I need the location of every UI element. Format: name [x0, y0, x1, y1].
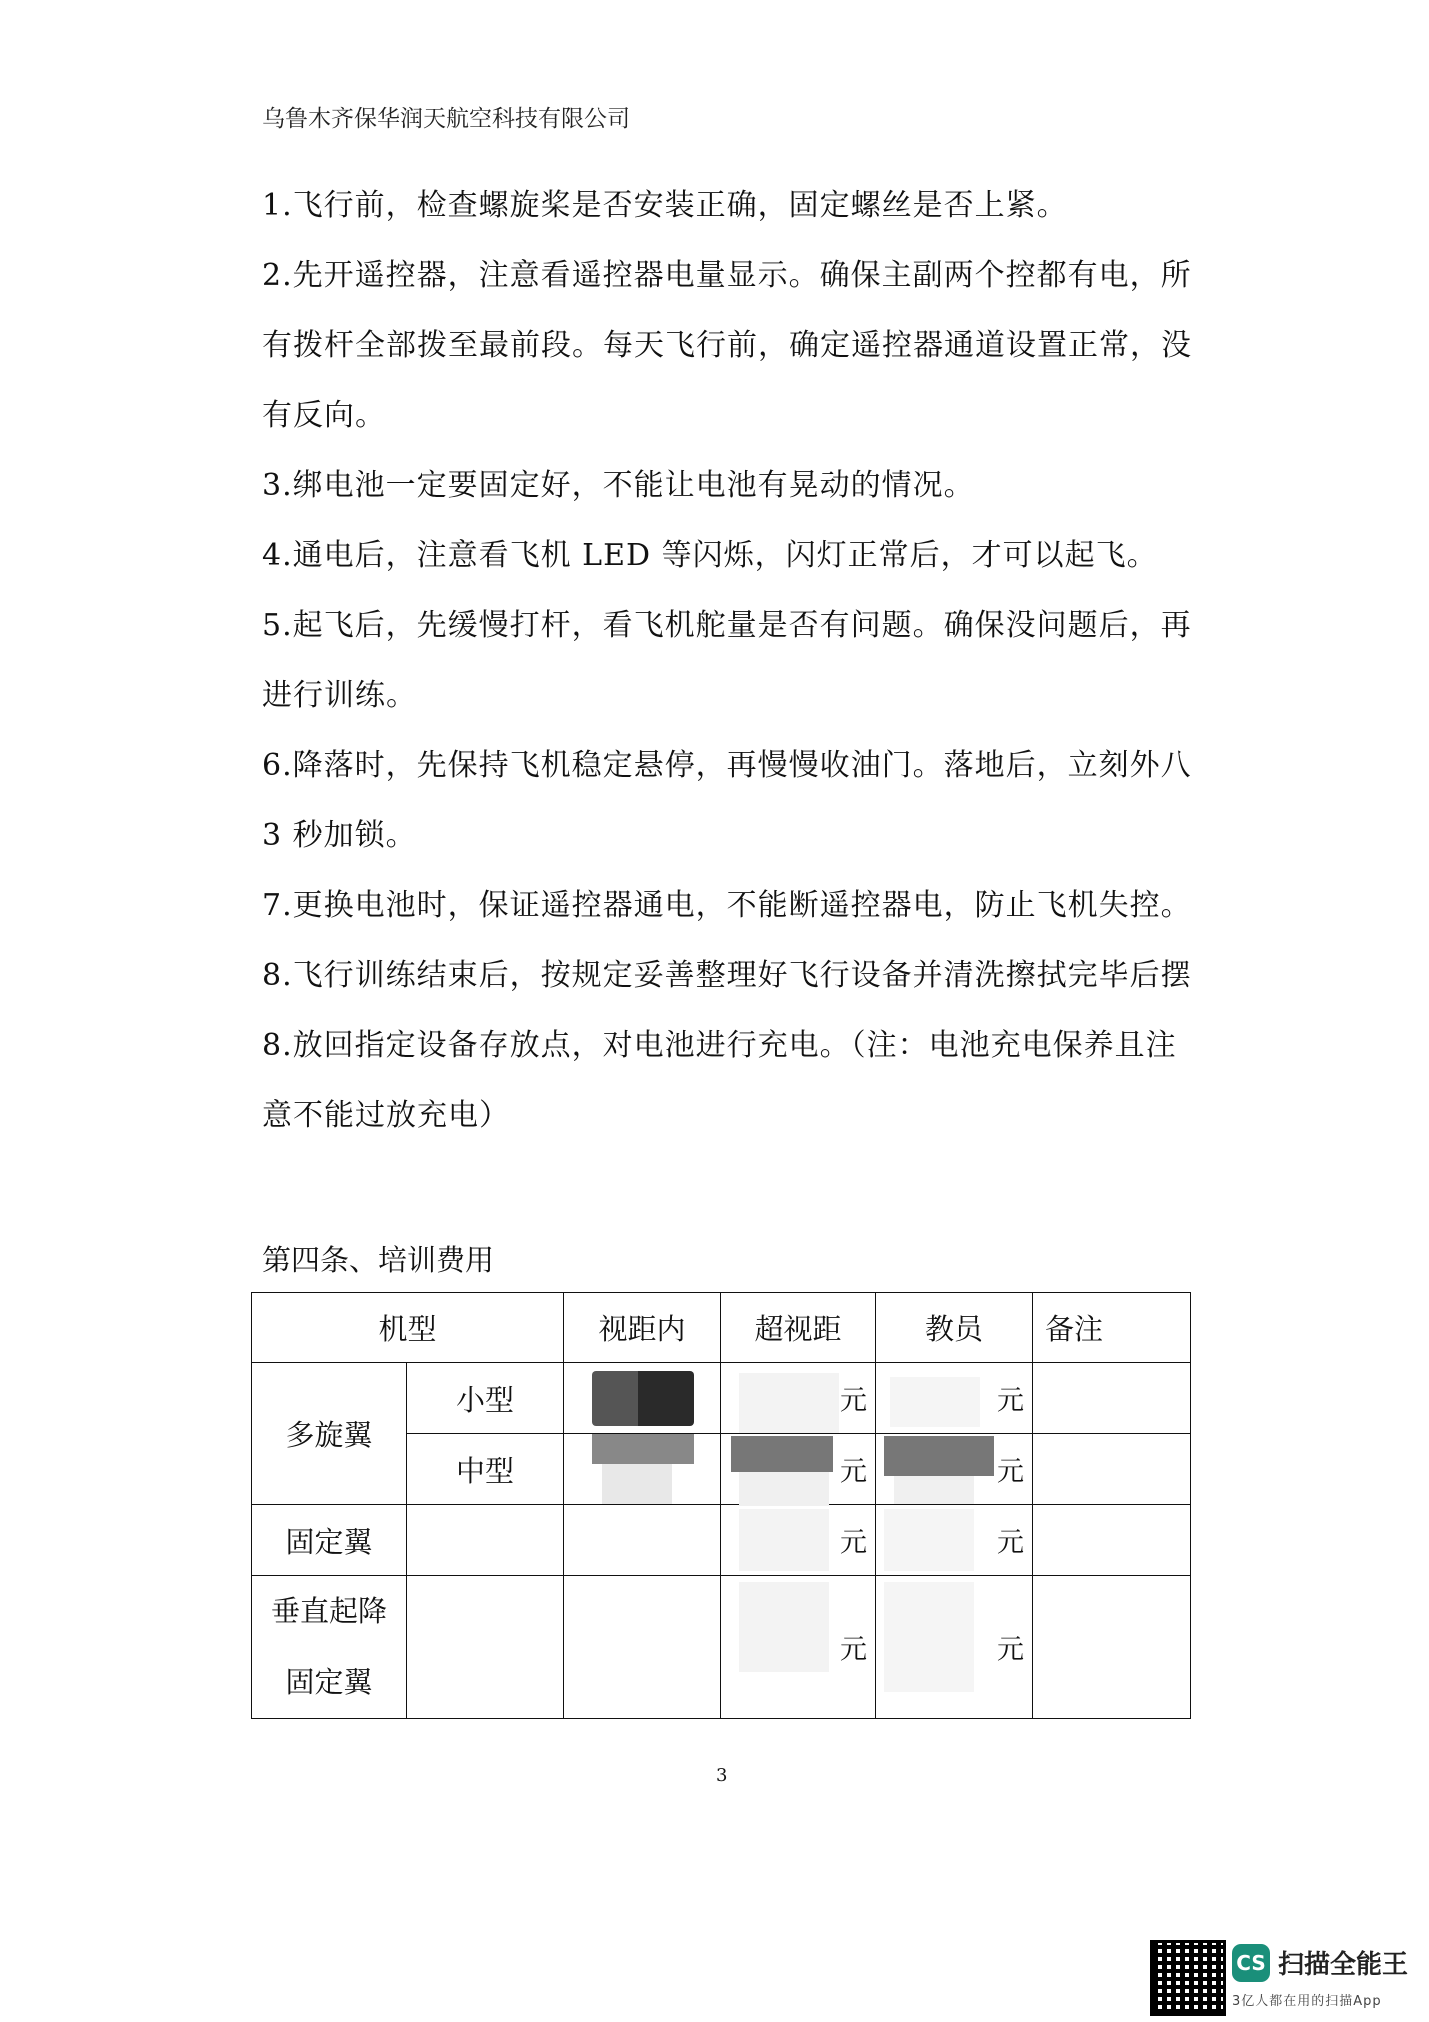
header-note: 备注 [1033, 1293, 1191, 1363]
header-instructor: 教员 [876, 1293, 1033, 1363]
header-model: 机型 [252, 1293, 564, 1363]
redaction-block [894, 1476, 974, 1504]
cell-instructor-vtol [876, 1576, 1033, 1719]
rule-line: 有拨杆全部拨至最前段。每天飞行前，确定遥控器通道设置正常，没 [262, 328, 1192, 363]
cell-vlos-medium [564, 1434, 721, 1505]
rule-line: 3 秒加锁。 [262, 818, 417, 853]
rule-line: 8.飞行训练结束后，按规定妥善整理好飞行设备并清洗擦拭完毕后摆 [262, 958, 1192, 993]
redaction-block [592, 1434, 694, 1464]
qr-code-icon [1150, 1940, 1226, 2016]
currency-unit: 元 [997, 1634, 1025, 1666]
redaction-block [884, 1582, 974, 1692]
cell-vtol [252, 1576, 407, 1719]
redaction-block [884, 1436, 994, 1476]
rule-line: 2.先开遥控器，注意看遥控器电量显示。确保主副两个控都有电，所 [262, 258, 1192, 293]
cell-bvlos-fixed [721, 1505, 876, 1576]
rule-line: 6.降落时，先保持飞机稳定悬停，再慢慢收油门。落地后，立刻外八 [262, 748, 1192, 783]
redaction-block [739, 1582, 829, 1672]
rule-line: 有反向。 [262, 398, 386, 433]
page-number: 3 [716, 1765, 728, 1786]
rule-line: 3.绑电池一定要固定好，不能让电池有晃动的情况。 [262, 468, 975, 503]
currency-unit: 元 [840, 1456, 868, 1488]
watermark-brand: 扫描全能王 [1278, 1950, 1409, 1980]
header-vlos: 视距内 [564, 1293, 721, 1363]
vtol-line: 垂直起降 [270, 1594, 387, 1628]
cell-instructor-medium [876, 1434, 1033, 1505]
redaction-block [739, 1472, 829, 1506]
cell-note [1033, 1576, 1191, 1719]
currency-unit: 元 [997, 1527, 1025, 1559]
cell-small: 小型 [407, 1363, 564, 1434]
table-row [252, 1576, 1191, 1719]
cell-fixed-wing: 固定翼 [252, 1505, 407, 1576]
redaction-block [731, 1436, 833, 1472]
cell-empty [407, 1505, 564, 1576]
redaction-block [890, 1377, 980, 1427]
currency-unit: 元 [840, 1527, 868, 1559]
redaction-block [739, 1373, 839, 1433]
redaction-block [884, 1509, 974, 1571]
cell-instructor-small [876, 1363, 1033, 1434]
company-header: 乌鲁木齐保华润天航空科技有限公司 [262, 106, 630, 132]
rule-line: 5.起飞后，先缓慢打杆，看飞机舵量是否有问题。确保没问题后，再 [262, 608, 1192, 643]
cell-vlos-small [564, 1363, 721, 1434]
cell-bvlos-vtol [721, 1576, 876, 1719]
camscanner-logo-icon: CS [1232, 1944, 1270, 1982]
cell-bvlos-medium [721, 1434, 876, 1505]
fee-table [251, 1292, 1191, 1719]
redaction-block [739, 1509, 829, 1571]
currency-unit: 元 [997, 1385, 1025, 1417]
rule-line: 4.通电后，注意看飞机 LED 等闪烁，闪灯正常后，才可以起飞。 [262, 538, 1158, 573]
table-row [252, 1505, 1191, 1576]
table-header-row [252, 1293, 1191, 1363]
cell-note [1033, 1434, 1191, 1505]
rule-line: 意不能过放充电） [262, 1098, 510, 1133]
vtol-line: 固定翼 [285, 1665, 373, 1699]
cell-vlos-fixed [564, 1505, 721, 1576]
rule-line: 7.更换电池时，保证遥控器通电，不能断遥控器电，防止飞机失控。 [262, 888, 1192, 923]
cell-bvlos-small [721, 1363, 876, 1434]
rule-line: 8.放回指定设备存放点，对电池进行充电。（注：电池充电保养且注 [262, 1028, 1177, 1063]
redaction-block [592, 1371, 694, 1426]
redaction-block [602, 1464, 672, 1504]
section-title: 第四条、培训费用 [262, 1243, 495, 1277]
currency-unit: 元 [840, 1634, 868, 1666]
watermark-tagline: 3亿人都在用的扫描App [1232, 1994, 1382, 2009]
currency-unit: 元 [840, 1385, 868, 1417]
cell-empty [407, 1576, 564, 1719]
rule-line: 进行训练。 [262, 678, 417, 713]
table-row [252, 1363, 1191, 1434]
cell-note [1033, 1363, 1191, 1434]
rule-line: 1.飞行前，检查螺旋桨是否安装正确，固定螺丝是否上紧。 [262, 188, 1068, 223]
cell-note [1033, 1505, 1191, 1576]
cell-medium: 中型 [407, 1434, 564, 1505]
currency-unit: 元 [997, 1456, 1025, 1488]
cell-vlos-vtol [564, 1576, 721, 1719]
cell-multirotor: 多旋翼 [252, 1363, 407, 1505]
cell-instructor-fixed [876, 1505, 1033, 1576]
header-bvlos: 超视距 [721, 1293, 876, 1363]
